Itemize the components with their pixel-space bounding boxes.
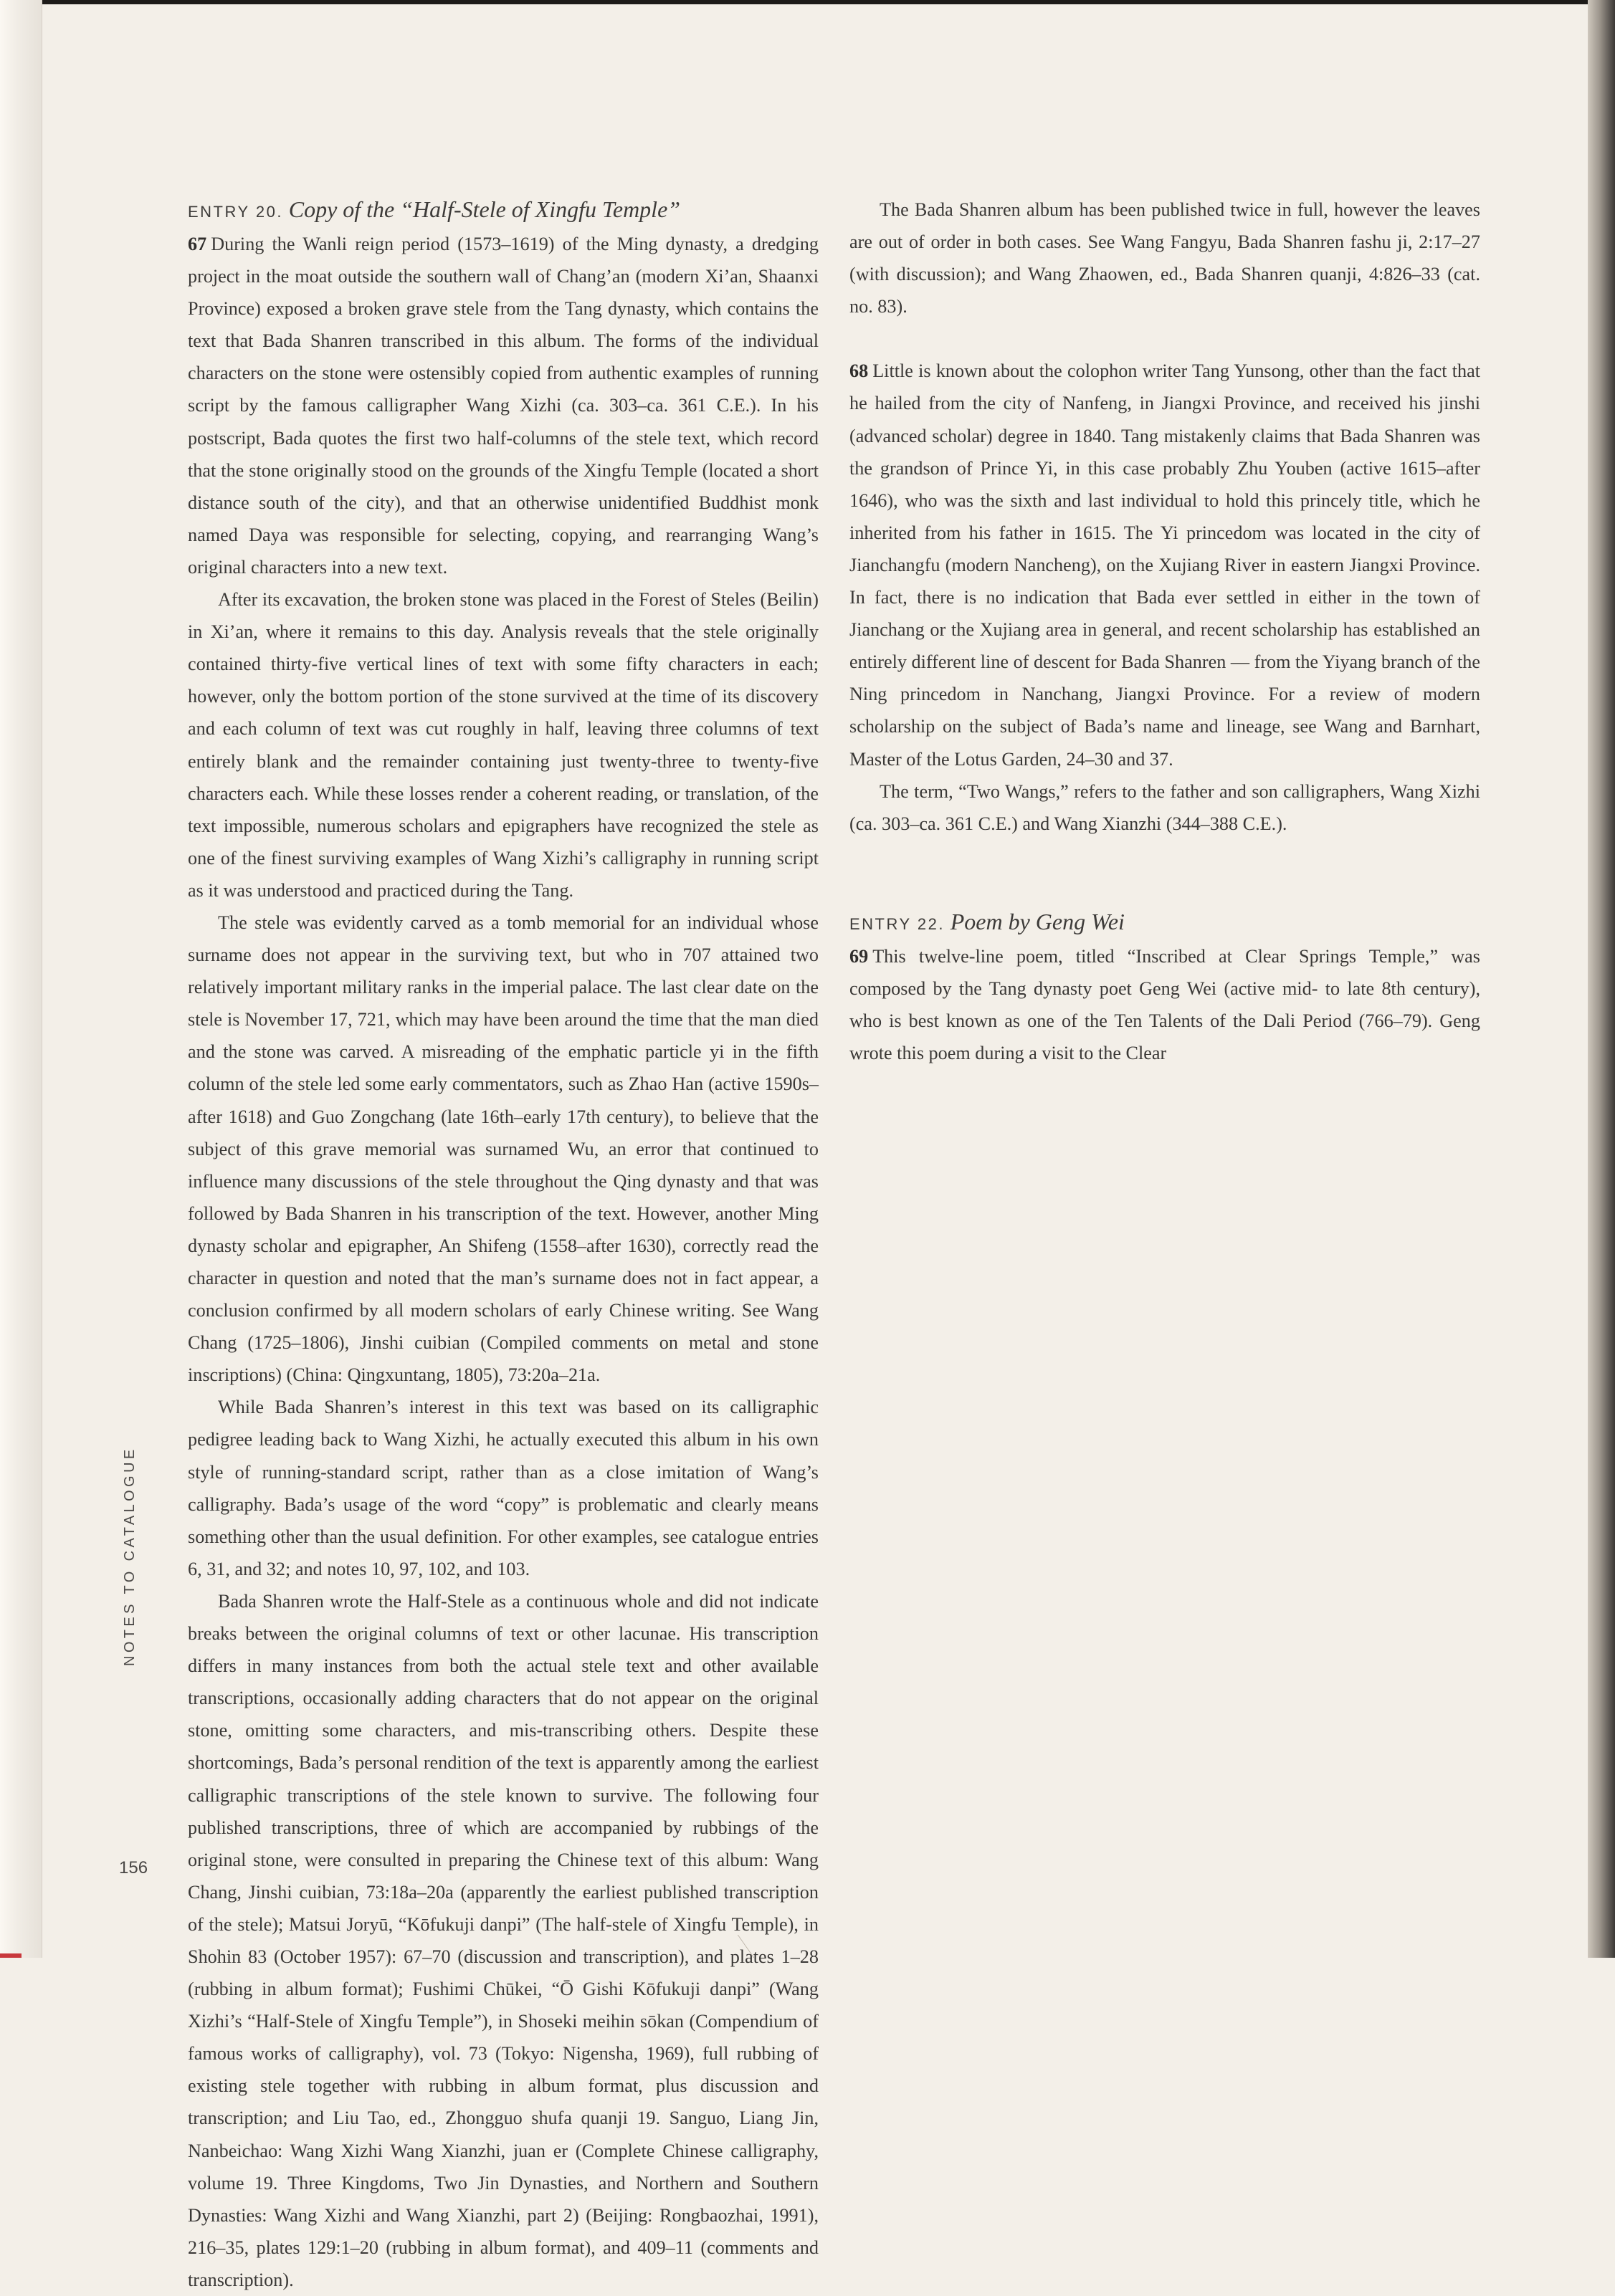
book-spine-shadow [1588, 0, 1615, 1958]
page-top-edge [0, 0, 1615, 4]
entry-22-heading [849, 906, 1480, 940]
running-section-label: NOTES TO CATALOGUE [122, 1446, 138, 1666]
entry-20-label: ENTRY 20. [188, 203, 283, 221]
entry-20-heading [188, 193, 819, 228]
bookmark-ribbon [0, 1953, 22, 1958]
note-67-paragraph-2: After its excavation, the broken stone was placed in the Forest of Steles (Beilin) in Xi’an, where it remains to this day. Analysis reveals that the stele originally contained thirty-five vertical lines of text with some fifty characters in each; however, only the bottom portion of the stone survived at the time of its discovery and each column of text was cut roughly in half, leaving three columns of text entirely blank and the remainder containing just twenty-three to twenty-five characters each. While these losses render a coherent reading, or translation, of the text impossible, numerous scholars and epigraphers have recognized the stele as one of the finest surviving examples of Wang Xizhi’s calligraphy in running script as it was understood and practiced during the Tang. [188, 589, 819, 901]
note-68-paragraph-1-text: Little is known about the colophon writer Tang Yunsong, other than the fact that he hailed from the city of Nanfeng, in Jiangxi Province, and received his jinshi (advanced scholar) degree in 1840. Tang mistakenly claims that Bada Shanren was the grandson of Prince Yi, in this case probably Zhu Youben (active 1615–after 1646), who was the sixth and last individual to hold this princely title, which he inherited from his father in 1615. The Yi princedom was located in the city of Jianchangfu (modern Nancheng), on the Xujiang River in eastern Jiangxi Province. In fact, there is no indication that Bada ever settled in either in the town of Jianchang or the Xujiang area in general, and recent scholarship has established an entirely different line of descent for Bada Shanren — from the Yiyang branch of the Ning princedom in Nanchang, Jiangxi Province. For a review of modern scholarship on the subject of Bada’s name and lineage, see Wang and Barnhart, Master of the Lotus Garden, 24–30 and 37. [849, 360, 1480, 770]
note-67-paragraph-4: While Bada Shanren’s interest in this text was based on its calligraphic pedigree leading back to Wang Xizhi, he actually executed this album in his own style of running-standard script, rather than as a close imitation of Wang’s calligraphy. Bada’s usage of the word “copy” is problematic and clearly means something other than the usual definition. For other examples, see catalogue entries 6, 31, and 32; and notes 10, 97, 102, and 103. [188, 1397, 819, 1579]
right-column [849, 193, 1480, 1069]
note-69-number: 69 [849, 945, 869, 967]
note-67-paragraph-3: The stele was evidently carved as a tomb memorial for an individual whose surname does not appear in the surviving text, but who in 707 attained two relatively important military ranks in the imperial palace. The last clear date on the stele is November 17, 721, which may have been around the time that the man died and the stone was carved. A misreading of the emphatic particle yi in the fifth column of the stele led some early commentators, such as Zhao Han (active 1590s–after 1618) and Guo Zongchang (late 16th–early 17th century), to believe that the subject of this grave memorial was surnamed Wu, an error that continued to influence many discussions of the stele throughout the Qing dynasty and that was followed by Bada Shanren in his transcription of the text. However, another Ming dynasty scholar and epigrapher, An Shifeng (1558–after 1630), correctly read the character in question and noted that the man’s surname does not in fact appear, a conclusion confirmed by all modern scholars of early Chinese writing. See Wang Chang (1725–1806), Jinshi cuibian (Compiled comments on metal and stone inscriptions) (China: Qingxuntang, 1805), 73:20a–21a. [188, 912, 819, 1386]
page-number: 156 [119, 1858, 148, 1878]
note-67-paragraph-1-text: During the Wanli reign period (1573–1619) of the Ming dynasty, a dredging project in the moat outside the southern wall of Chang’an (modern Xi’an, Shaanxi Province) exposed a broken grave stele from the Tang dynasty, which contains the text that Bada Shanren transcribed in this album. The forms of the individual characters on the stone were ostensibly copied from authentic examples of running script by the famous calligrapher Wang Xizhi (ca. 303–ca. 361 C.E.). In his postscript, Bada quotes the first two half-columns of the stele text, which record that the stone originally stood on the grounds of the Xingfu Temple (located a short distance south of the city), and that an otherwise unidentified Buddhist monk named Daya was responsible for selecting, copying, and rearranging Wang’s original characters into a new text. [188, 234, 819, 578]
note-69-paragraph-1 [849, 940, 1480, 1069]
spacer [849, 840, 1480, 906]
note-68-number: 68 [849, 360, 869, 382]
note-67-paragraph-1 [188, 228, 819, 583]
entry-22-title: Poem by Geng Wei [950, 908, 1125, 934]
note-67-paragraph-5: Bada Shanren wrote the Half-Stele as a continuous whole and did not indicate breaks between the original columns of text or other lacunae. His transcription differs in many instances from both the actual stele text and other available transcriptions, occasionally adding characters that do not appear on the original stone, omitting some characters, and mis-transcribing others. Despite these shortcomings, Bada’s personal rendition of the text is apparently among the earliest calligraphic transcriptions of the stele known to survive. The following four published transcriptions, three of which are accompanied by rubbings of the original stone, were consulted in preparing the Chinese text of this album: Wang Chang, Jinshi cuibian, 73:18a–20a (apparently the earliest published transcription of the stele); Matsui Joryū, “Kōfukuji danpi” (The half-stele of Xingfu Temple), in Shohin 83 (October 1957): 67–70 (discussion and transcription), and plates 1–28 (rubbing in album format); Fushimi Chūkei, “Ō Gishi Kōfukuji danpi” (Wang Xizhi’s “Half-Stele of Xingfu Temple”), in Shoseki meihin sōkan (Compendium of famous works of calligraphy), vol. 73 (Tokyo: Nigensha, 1969), full rubbing of existing stele together with rubbing in album format, plus discussion and transcription; and Liu Tao, ed., Zhongguo shufa quanji 19. Sanguo, Liang Jin, Nanbeichao: Wang Xizhi Wang Xianzhi, juan er (Complete Chinese calligraphy, volume 19. Three Kingdoms, Two Jin Dynasties, and Northern and Southern Dynasties: Wang Xizhi and Wang Xianzhi, part 2) (Beijing: Rongbaozhai, 1991), 216–35, plates 129:1–20 (rubbing in album format), and 409–11 (comments and transcription). [188, 1590, 819, 2290]
note-69-paragraph-1-text: This twelve-line poem, titled “Inscribed at Clear Springs Temple,” was composed by the Tang dynasty poet Geng Wei (active mid- to late 8th century), who is best known as one of the Ten Talents of the Dali Period (766–79). Geng wrote this poem during a visit to the Clear [849, 945, 1480, 1064]
note-67-number: 67 [188, 234, 207, 254]
note-67-paragraph-6: The Bada Shanren album has been published twice in full, however the leaves are out of order in both cases. See Wang Fangyu, Bada Shanren fashu ji, 2:17–27 (with discussion); and Wang Zhaowen, ed., Bada Shanren quanji, 4:826–33 (cat. no. 83). [849, 199, 1480, 317]
note-68-paragraph-1 [849, 355, 1480, 775]
spacer [849, 322, 1480, 355]
left-column [188, 193, 819, 2296]
note-68-paragraph-2: The term, “Two Wangs,” refers to the father and son calligraphers, Wang Xizhi (ca. 303–ca. 361 C.E.) and Wang Xianzhi (344–388 C.E.). [849, 780, 1480, 834]
page-left-edge [0, 0, 42, 1958]
entry-20-title: Copy of the “Half-Stele of Xingfu Temple” [288, 196, 681, 222]
entry-22-label: ENTRY 22. [849, 914, 945, 933]
